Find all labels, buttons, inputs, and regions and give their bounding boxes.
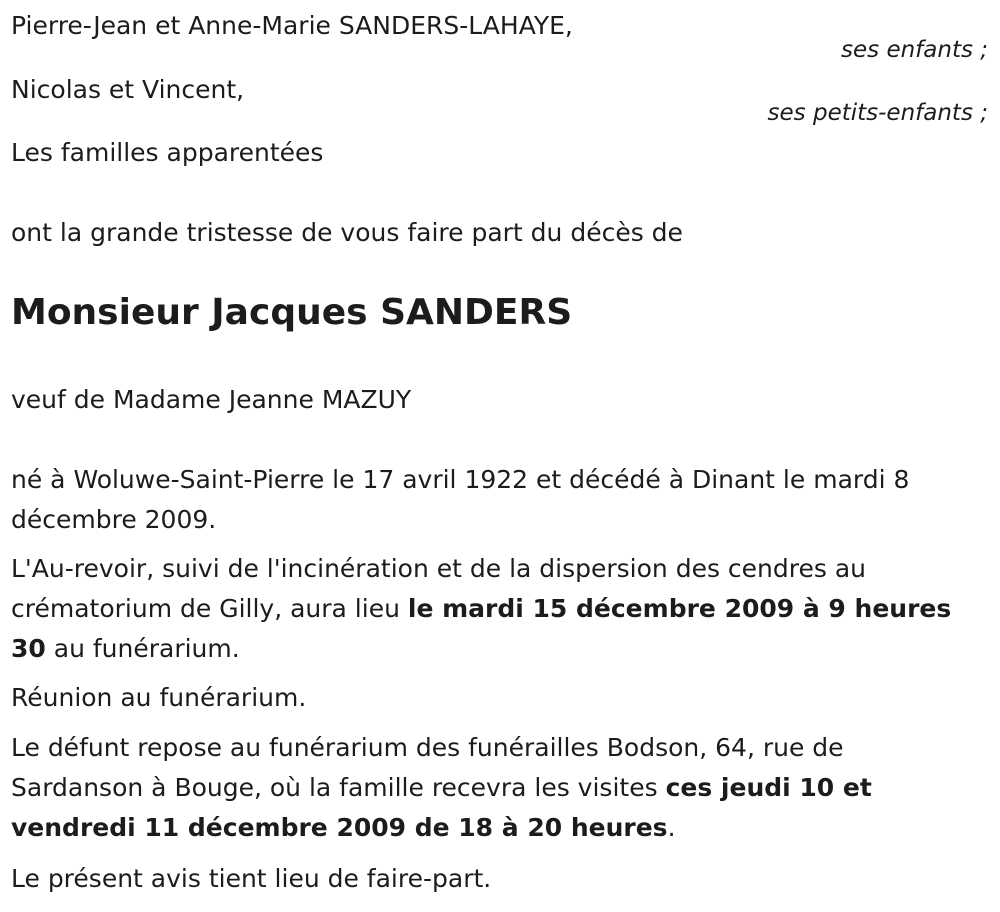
announcement: ont la grande tristesse de vous faire part du décès de [11,218,683,247]
relatives: Les familles apparentées [11,138,324,167]
grandchildren-names: Nicolas et Vincent, [11,75,245,104]
deceased-name: Monsieur Jacques SANDERS [11,292,573,333]
children-role: ses enfants ; [841,37,988,63]
ceremony-text-after: au funérarium. [45,634,240,663]
visits-dates: ces jeudi 10 et vendredi 11 décembre 2009 de 18 à 20 heures [11,773,872,842]
birth-death: né à Woluwe-Saint-Pierre le 17 avril 1922 et décédé à Dinant le mardi 8 décembre 2009. [11,465,910,534]
ceremony-date: le mardi 15 décembre 2009 à 9 heures 30 [11,594,952,663]
widower-of: veuf de Madame Jeanne MAZUY [11,385,412,414]
closing: Le présent avis tient lieu de faire-part. [11,864,492,893]
visits-text-before: Le défunt repose au funérarium des funérailles Bodson, 64, rue de Sardanson à Bouge, où la famille recevra les visites [11,733,844,802]
children-names: Pierre-Jean et Anne-Marie SANDERS-LAHAYE, [11,11,573,40]
visits-paragraph [11,728,971,848]
visits-text-after: . [667,813,676,842]
ceremony-paragraph [11,549,971,669]
meeting: Réunion au funérarium. [11,683,307,712]
grandchildren-role: ses petits-enfants ; [767,100,988,126]
ceremony-text-before: L'Au-revoir, suivi de l'incinération et de la dispersion des cendres au crématorium de Gilly, aura lieu [11,554,867,623]
